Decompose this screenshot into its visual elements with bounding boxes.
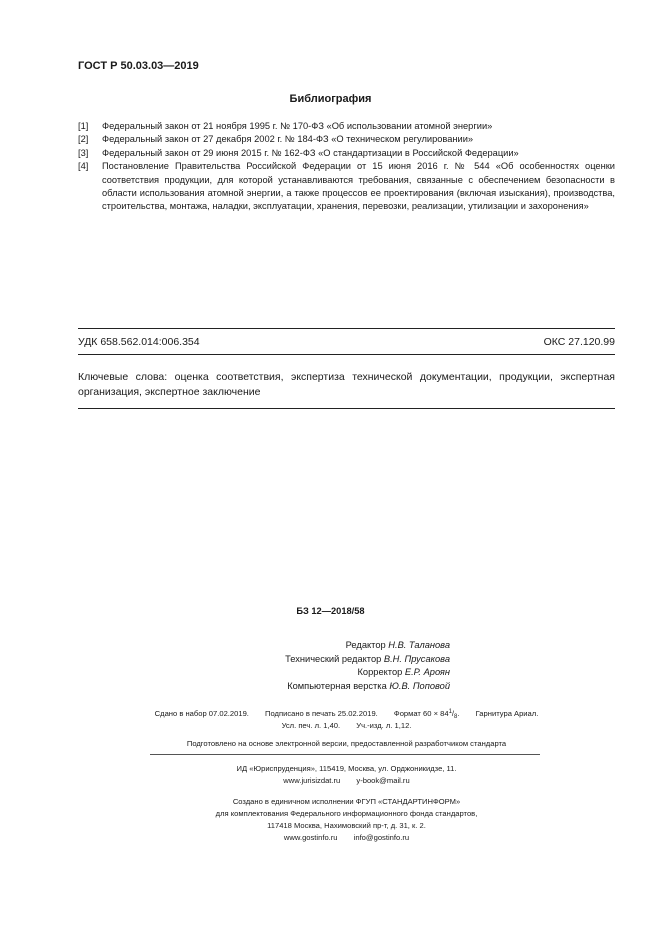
created-note-1: Создано в единичном исполнении ФГУП «СТАНДАРТИНФОРМ» bbox=[232, 797, 461, 806]
keywords-text: Ключевые слова: оценка соответствия, экспертиза технической документации, продукции, экспертная организация, экспертное заключение bbox=[78, 371, 615, 398]
standartinform-contacts bbox=[78, 833, 615, 842]
credit-person: В.Н. Прусакова bbox=[383, 653, 450, 664]
reference-text: Федеральный закон от 27 декабря 2002 г. № 184-ФЗ «О техническом регулировании» bbox=[102, 134, 474, 145]
imprint-line-1 bbox=[78, 709, 615, 720]
standartinform-site: www.gostinfo.ru bbox=[283, 833, 338, 842]
credit-line bbox=[230, 680, 450, 694]
divider-publisher bbox=[150, 754, 540, 755]
print-format: Формат $60 \times 84^1/_8$. bbox=[393, 709, 460, 720]
typeface: Гарнитура Ариал. bbox=[475, 709, 539, 718]
submitted-date: Сдано в набор 07.02.2019. bbox=[154, 709, 249, 718]
print-sheets: Усл. печ. л. 1,40. bbox=[281, 721, 341, 730]
reference-number: [3] bbox=[78, 147, 89, 158]
publisher-contacts bbox=[78, 776, 615, 785]
imprint-line-2 bbox=[78, 721, 615, 730]
bibliography-item bbox=[78, 160, 615, 214]
publisher-site: www.jurisizdat.ru bbox=[283, 776, 341, 785]
credit-person: Е.Р. Ароян bbox=[404, 667, 450, 678]
reference-text: Федеральный закон от 29 июня 2015 г. № 162-ФЗ «О стандартизации в Российской Федерации» bbox=[102, 147, 519, 158]
credit-role: Редактор bbox=[345, 640, 386, 650]
divider-middle bbox=[78, 354, 615, 355]
divider-bottom bbox=[78, 408, 615, 409]
publisher-email: y-book@mail.ru bbox=[356, 776, 410, 785]
credit-role: Компьютерная верстка bbox=[287, 680, 387, 691]
reference-number: [1] bbox=[78, 121, 89, 131]
standard-id: ГОСТ Р 50.03.03—2019 bbox=[78, 60, 199, 72]
credit-line bbox=[230, 639, 450, 653]
standartinform-address: 117418 Москва, Нахимовский пр-т, д. 31, к. 2. bbox=[267, 821, 426, 830]
bibliography-item bbox=[78, 120, 615, 133]
credit-role: Корректор bbox=[357, 667, 403, 678]
bibliography-item bbox=[78, 133, 615, 146]
udk-code: УДК 658.562.014:006.354 bbox=[78, 336, 200, 348]
oks-code: ОКС 27.120.99 bbox=[543, 336, 615, 348]
credit-line bbox=[230, 653, 450, 667]
created-note-2: для комплектования Федерального информационного фонда стандартов, bbox=[215, 809, 478, 818]
signed-date: Подписано в печать 25.02.2019. bbox=[265, 709, 378, 718]
bibliography-list bbox=[78, 120, 615, 214]
credits-block bbox=[230, 639, 450, 693]
reference-number: [4] bbox=[78, 161, 89, 172]
prepared-note: Подготовлено на основе электронной версии, предоставленной разработчиком стандарта bbox=[186, 739, 507, 748]
bibliography-item bbox=[78, 147, 615, 160]
reference-number: [2] bbox=[78, 134, 89, 145]
credit-person: Н.В. Таланова bbox=[388, 640, 450, 650]
publisher-address: ИД «Юриспруденция», 115419, Москва, ул. Орджоникидзе, 11. bbox=[236, 764, 457, 773]
bibliography-title: Библиография bbox=[289, 93, 372, 105]
reference-text: Постановление Правительства Российской Федерации от 15 июня 2016 г. № 544 «Об особенностях оценки соответствия продукции, для которой устанавливаются требования, связанные с обеспечением безопасности в области использования атомной энергии, а также процессов ее проектирования (включая изыскания), производства, строительства, монтажа, наладки, эксплуатации, хранения, перевозки, реализации, утилизации и захоронения» bbox=[102, 161, 615, 212]
reference-text: Федеральный закон от 21 ноября 1995 г. № 170-ФЗ «Об использовании атомной энергии» bbox=[102, 121, 493, 131]
publishing-sheets: Уч.-изд. л. 1,12. bbox=[356, 721, 412, 730]
credit-role: Технический редактор bbox=[285, 653, 382, 664]
credit-line bbox=[230, 666, 450, 680]
divider-top bbox=[78, 328, 615, 329]
credit-person: Ю.В. Поповой bbox=[389, 680, 450, 691]
bz-number: БЗ 12—2018/58 bbox=[296, 606, 365, 616]
standartinform-email: info@gostinfo.ru bbox=[353, 833, 410, 842]
